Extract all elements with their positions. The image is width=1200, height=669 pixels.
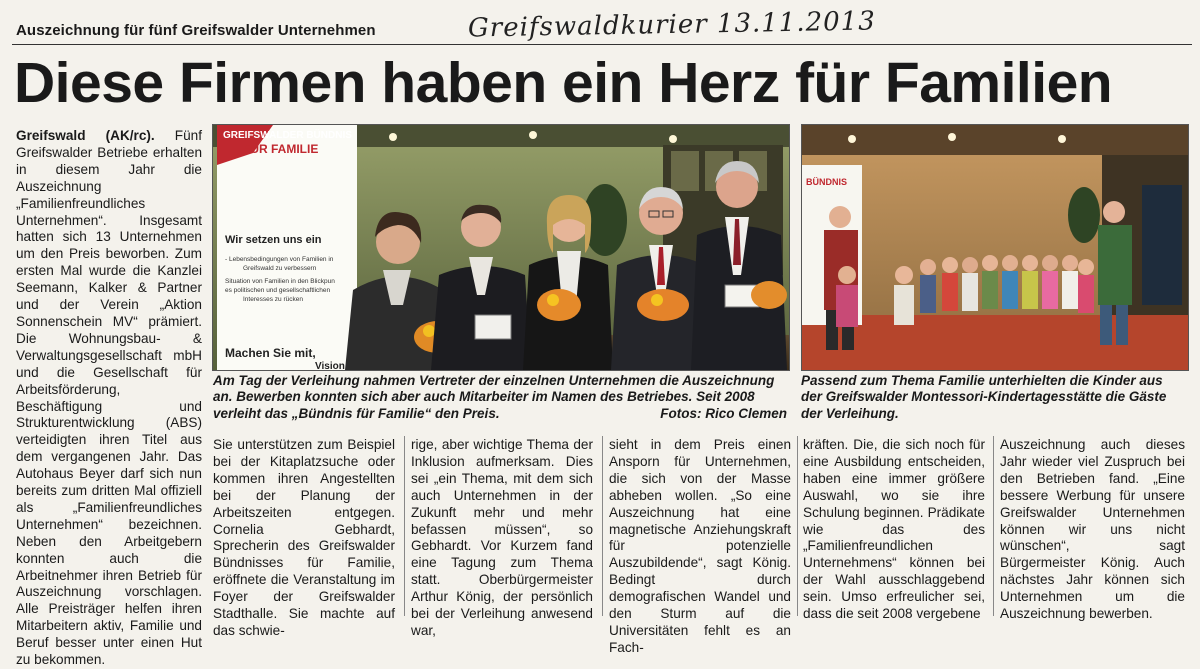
banner-line1: - Lebensbedingungen von Familien in [225, 256, 334, 263]
dateline: Greifswald (AK/rc). [16, 128, 155, 143]
body-column-1: Sie unterstützen zum Beispiel bei der Kitaplatzsuche oder kommen ihren Angestellten bei der Planung der Arbeitszeiten entgegen. Cornelia Gebhardt, Sprecherin des Greifswalder Bündnisses für Familie, eröffnete die Veranstaltung im Foyer der Greifswalder Stadthalle. Sie machte auf das schwie- [213, 437, 395, 638]
children-performance-photo [801, 124, 1189, 371]
banner-line4: es politischen und gesellschaftlichen [225, 287, 331, 294]
intro-text: Fünf Greifswalder Betriebe erhalten in diesem Jahr die Auszeichnung „Familienfreundliches Unternehmen“. Insgesamt hatten sich 13 Unternehmen um den Preis beworben. Zum ersten Mal wurde die Kanzlei Seemann, Kalker & Partner und der Verein „Aktion Sonnenschein MV“ prämiert. Die Wohnungsbau- & Verwaltungsgesellschaft mbH und die Gesellschaft für Arbeitsförderung, Beschäftigung und Strukturentwicklung (ABS) verteidigten ihren Titel aus dem vergangenen Jahr. Das Autohaus Beyer darf sich nun bereits zum dritten Mal offiziell als „Familienfreundliches Unternehmen“ bezeichnen. Neben den Arbeitgebern konnten auch die Arbeitnehmer ihren Betrieb für Auszeichnung vorschlagen. Alle Preisträger helfen ihren Mitarbeitern aktiv, Familie und Beruf besser unter einen Hut zu bekommen. [16, 128, 203, 668]
banner-line5: Interesses zu rücken [243, 296, 303, 303]
banner-line3: Situation von Familien in den Blickpun [225, 278, 335, 285]
kicker-rule [12, 44, 1192, 45]
banner-brand-line2: FÜR FAMILIE [243, 142, 319, 156]
photo-1-caption [213, 373, 787, 422]
headline: Diese Firmen haben ein Herz für Familien [14, 51, 1113, 115]
column-rule [993, 436, 994, 616]
banner-heading: Wir setzen uns ein [225, 234, 322, 246]
photo-1-caption-text: Am Tag der Verleihung nahmen Vertreter der einzelnen Unternehmen die Auszeichnung an. Bewerben konnten sich aber auch Mitarbeiter im Namen des Betriebes. Seit 2008 verleiht das „Bündnis für Familie“ den Preis. [213, 373, 775, 421]
body-column-4: kräften. Die, die sich noch für eine Ausbildung entscheiden, haben eine immer größere Auswahl, wo sie ihre Schulung beginnen. Prädikate wie das des „Familienfreundlichen Unternehmens“ können bei der Wahl ausschlaggebend sein. Umso erfreulicher sei, dass die seit 2008 vergebene [803, 437, 985, 622]
award-ceremony-illustration [213, 125, 789, 370]
banner-footer: Machen Sie mit, [225, 346, 316, 360]
banner-stand [217, 125, 357, 370]
award-ceremony-photo [212, 124, 790, 371]
children-performance-illustration [802, 125, 1188, 370]
column-rule [797, 436, 798, 616]
banner-line2: Greifswald zu verbessern [243, 265, 317, 272]
body-column-3: sieht in dem Preis einen Ansporn für Unternehmen, die sich von der Masse abheben wollen. „So eine Auszeichnung hat eine magnetische Anziehungskraft für potenzielle Auszubildende“, sagt König. Bedingt durch demografischen Wandel und den Sturm auf die Universitäten fehlt es an Fach- [609, 437, 791, 655]
banner-brand-2: BÜNDNIS [806, 177, 848, 187]
banner-footer-2: Vision [315, 361, 345, 370]
column-rule [602, 436, 603, 616]
body-column-2: rige, aber wichtige Thema der Inklusion aufmerksam. Dies sei „ein Thema, mit dem sich auch Unternehmen in der Zukunft mehr und mehr befassen müssen“, so Gebhardt. Vor Kurzem fand eine Tagung zum Thema statt. Oberbürgermeister Arthur König, der persönlich bei der Verleihung anwesend war, [411, 437, 593, 638]
banner-brand-line1: GREIFSWALDER BÜNDNIS [223, 130, 352, 141]
intro-column [16, 128, 202, 669]
photo-2-caption: Passend zum Thema Familie unterhielten die Kinder aus der Greifswalder Montessori-Kindertagesstätte die Gäste der Verleihung. [801, 373, 1167, 421]
photo-credit: Fotos: Rico Clemen [660, 405, 787, 421]
body-column-5: Auszeichnung auch dieses Jahr wieder viel Zuspruch bei den Betrieben fand. „Eine bessere Werbung für unsere Greifswalder Unternehmen können wir uns nicht wünschen“, sagt Bürgermeister König. Auch nächstes Jahr können sich Unternehmen um die Auszeichnung bewerben. [1000, 437, 1185, 622]
column-rule [404, 436, 405, 616]
article-kicker: Auszeichnung für fünf Greifswalder Unternehmen [16, 22, 376, 39]
handwritten-source-note: Greifswaldkurier 13.11.2013 [467, 6, 877, 44]
